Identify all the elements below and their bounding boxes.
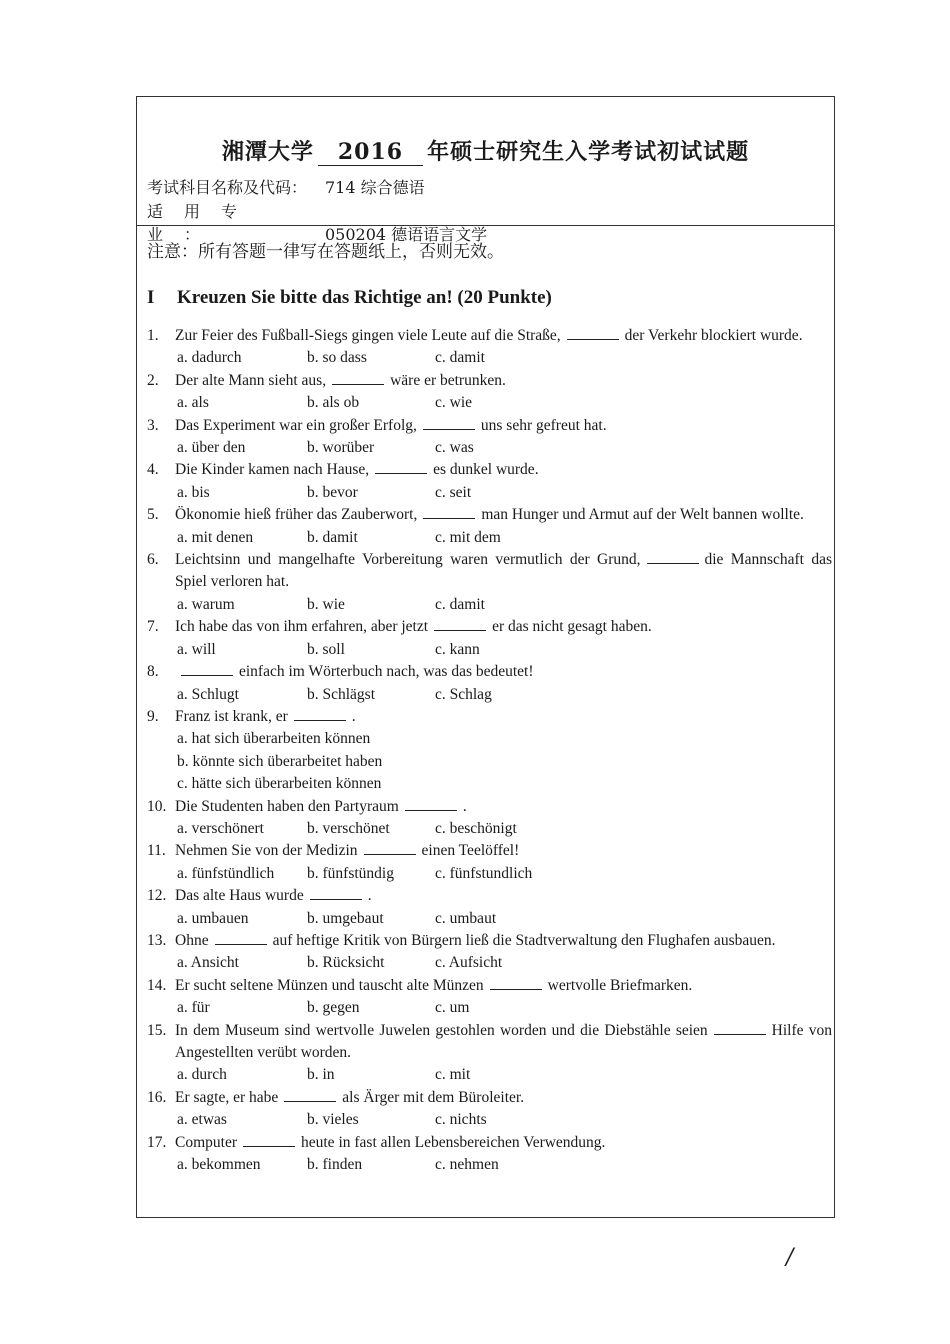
answer-options — [147, 997, 832, 1019]
question — [147, 1132, 832, 1154]
answer-options — [147, 1064, 832, 1086]
question-text — [175, 1087, 832, 1109]
answer-option: b. vieles — [307, 1111, 359, 1129]
question-text-before: Ich habe das von ihm erfahren, aber jetzt — [175, 618, 429, 636]
answer-option: b. verschönet — [307, 819, 390, 837]
answer-options — [147, 527, 832, 549]
question-text — [175, 930, 832, 952]
title-year: 2016 — [318, 139, 423, 166]
answer-option: c. um — [435, 999, 470, 1017]
question-text-before: In dem Museum sind wertvolle Juwelen gestohlen worden und die Diebstähle seien — [175, 1021, 708, 1039]
answer-blank — [423, 504, 475, 519]
answer-option: b. soll — [307, 640, 345, 658]
question-text-after: . — [462, 797, 467, 815]
answer-option: a. verschönert — [177, 819, 264, 837]
question-number: 15. — [147, 1021, 167, 1039]
question-text — [175, 796, 832, 818]
question-number: 11. — [147, 842, 166, 860]
question-text-after: wertvolle Briefmarken. — [547, 976, 693, 994]
answer-options — [147, 1109, 832, 1131]
question — [147, 549, 832, 594]
question-text-after: es dunkel wurde. — [433, 461, 539, 479]
question-number: 8. — [147, 663, 159, 681]
answer-options — [147, 908, 832, 930]
question-text-before: Der alte Mann sieht aus, — [175, 371, 327, 389]
answer-options — [147, 863, 832, 885]
answer-option: b. könnte sich überarbeitet haben — [177, 752, 383, 770]
answer-blank — [364, 840, 416, 855]
answer-option: c. mit dem — [435, 528, 501, 546]
section-heading — [147, 287, 552, 309]
answer-blank — [647, 549, 699, 564]
question — [147, 325, 832, 347]
answer-options — [147, 639, 832, 661]
title-suffix: 年硕士研究生入学考试初试试题 — [427, 139, 750, 165]
question-text-before: Computer — [175, 1133, 237, 1151]
answer-option: b. bevor — [307, 483, 358, 501]
answer-blank — [294, 706, 346, 721]
question-text-before: Nehmen Sie von der Medizin — [175, 842, 358, 860]
answer-option: b. Rücksicht — [307, 954, 385, 972]
answer-option: c. nehmen — [435, 1156, 499, 1174]
answer-option: c. was — [435, 439, 474, 457]
question-text — [175, 1020, 832, 1065]
question-text-before: Die Studenten haben den Partyraum — [175, 797, 399, 815]
question-number: 5. — [147, 506, 159, 524]
question — [147, 1087, 832, 1109]
question-text — [175, 549, 832, 594]
question-list — [147, 325, 832, 1176]
exam-frame — [136, 96, 835, 1218]
question — [147, 930, 832, 952]
question-text-before: Er sagte, er habe — [175, 1088, 279, 1106]
question-text-after: . — [351, 707, 356, 725]
question-number: 4. — [147, 461, 159, 479]
question-text — [175, 840, 832, 862]
page-mark: / — [786, 1245, 794, 1270]
answer-option: a. fünfstündlich — [177, 864, 275, 882]
question-text-before: Das Experiment war ein großer Erfolg, — [175, 416, 417, 434]
answer-option: b. finden — [307, 1156, 363, 1174]
question — [147, 840, 832, 862]
subject-line — [147, 175, 425, 198]
answer-option: c. kann — [435, 640, 480, 658]
major-value: 050204 德语语言文学 — [325, 225, 488, 244]
question-number: 10. — [147, 797, 167, 815]
answer-option: c. nichts — [435, 1111, 487, 1129]
question-number: 12. — [147, 887, 167, 905]
question-number: 1. — [147, 327, 159, 344]
answer-blank — [567, 325, 619, 340]
answer-blank — [434, 616, 486, 631]
major-label: 适用专业： — [147, 202, 259, 244]
answer-option: a. für — [177, 999, 210, 1017]
question-text-after: der Verkehr blockiert wurde. — [624, 327, 803, 344]
answer-option: c. mit — [435, 1066, 471, 1084]
answer-option: a. warum — [177, 595, 235, 613]
answer-options — [147, 952, 832, 974]
question-text — [175, 370, 832, 392]
answer-option: b. worüber — [307, 439, 375, 457]
answer-option: b. gegen — [307, 999, 360, 1017]
answer-option: a. über den — [177, 439, 246, 457]
answer-blank — [243, 1132, 295, 1147]
answer-option: c. beschönigt — [435, 819, 517, 837]
question-number: 7. — [147, 618, 159, 636]
answer-blank — [714, 1020, 766, 1035]
answer-option: a. mit denen — [177, 528, 254, 546]
answer-option: b. damit — [307, 528, 358, 546]
question — [147, 885, 832, 907]
answer-option: c. Aufsicht — [435, 954, 503, 972]
answer-blank — [332, 370, 384, 385]
question-text-after: heute in fast allen Lebensbereichen Verwendung. — [301, 1133, 606, 1151]
question — [147, 415, 832, 437]
question — [147, 796, 832, 818]
question-text-after: er das nicht gesagt haben. — [492, 618, 652, 636]
answer-option: a. dadurch — [177, 349, 242, 367]
answer-options — [147, 594, 832, 616]
answer-blank — [405, 796, 457, 811]
question-number: 3. — [147, 416, 159, 434]
question-text — [175, 975, 832, 997]
answer-option: c. wie — [435, 394, 473, 412]
question-text — [175, 706, 832, 728]
question-text-after: Hilfe von Angestellten verübt worden. — [175, 1021, 832, 1061]
answer-options — [147, 392, 832, 414]
question-text-before: Zur Feier des Fußball-Siegs gingen viele Leute auf die Straße, — [175, 327, 561, 344]
answer-option: c. umbaut — [435, 909, 497, 927]
exam-header — [137, 97, 834, 244]
answer-option: a. etwas — [177, 1111, 227, 1129]
question-number: 9. — [147, 707, 159, 725]
answer-blank — [215, 930, 267, 945]
section-number: I — [147, 287, 155, 308]
answer-blank — [310, 885, 362, 900]
question-text-after: uns sehr gefreut hat. — [480, 416, 607, 434]
question-text-after: die Mannschaft das Spiel verloren hat. — [175, 551, 833, 591]
question-text-after: man Hunger und Armut auf der Welt bannen wollte. — [481, 506, 804, 524]
question-text — [175, 661, 832, 683]
question — [147, 616, 832, 638]
subject-label: 考试科目名称及代码： — [147, 178, 308, 197]
section-title: Kreuzen Sie bitte das Richtige an! (20 Punkte) — [177, 287, 552, 308]
question-text — [175, 504, 832, 526]
answer-blank — [375, 459, 427, 474]
answer-option: a. Ansicht — [177, 954, 239, 972]
question-text — [175, 616, 832, 638]
question-text-after: einen Teelöffel! — [421, 842, 520, 860]
question-text-before: Franz ist krank, er — [175, 707, 288, 725]
question-number: 13. — [147, 931, 167, 949]
question-text — [175, 325, 832, 347]
question-text — [175, 415, 832, 437]
answer-option: b. so dass — [307, 349, 367, 367]
question-text — [175, 459, 832, 481]
answer-option: c. hätte sich überarbeiten können — [177, 775, 382, 793]
question-text-after: wäre er betrunken. — [390, 371, 506, 389]
answer-options — [147, 482, 832, 504]
answer-option: a. umbauen — [177, 909, 249, 927]
notice: 注意：所有答题一律写在答题纸上，否则无效。 — [147, 242, 504, 262]
title-university: 湘潭大学 — [221, 139, 314, 165]
question — [147, 975, 832, 997]
answer-option: a. als — [177, 394, 209, 412]
question-text-before: Ohne — [175, 931, 209, 949]
answer-option: c. damit — [435, 595, 485, 613]
question — [147, 661, 832, 683]
answer-option: b. Schlägst — [307, 685, 376, 703]
answer-options — [147, 818, 832, 840]
question-text-before: Das alte Haus wurde — [175, 887, 304, 905]
answer-option: b. als ob — [307, 394, 360, 412]
question — [147, 504, 832, 526]
question-text-before: Leichtsinn und mangelhafte Vorbereitung waren vermutlich der Grund, — [175, 551, 641, 569]
answer-option: b. fünfstündig — [307, 864, 394, 882]
answer-option: a. will — [177, 640, 216, 658]
answer-blank — [423, 415, 475, 430]
answer-options — [147, 1154, 832, 1176]
answer-option: a. hat sich überarbeiten können — [177, 730, 371, 748]
answer-option: b. umgebaut — [307, 909, 384, 927]
question-text-before: Ökonomie hieß früher das Zauberwort, — [175, 506, 418, 524]
answer-options — [147, 347, 832, 369]
answer-blank — [490, 975, 542, 990]
question-text-after: . — [367, 887, 372, 905]
question-number: 16. — [147, 1088, 167, 1106]
answer-blank — [284, 1087, 336, 1102]
answer-option: c. damit — [435, 349, 485, 367]
question — [147, 459, 832, 481]
question-text-after: als Ärger mit dem Büroleiter. — [342, 1088, 525, 1106]
subject-value: 714 综合德语 — [325, 178, 425, 197]
question-text-before: Er sucht seltene Münzen und tauscht alte Münzen — [175, 976, 484, 994]
answer-blank — [181, 661, 233, 676]
question — [147, 370, 832, 392]
answer-options — [147, 437, 832, 459]
question-text — [175, 1132, 832, 1154]
question-number: 2. — [147, 371, 159, 389]
answer-option: a. durch — [177, 1066, 227, 1084]
question-text — [175, 885, 832, 907]
question-text-after: auf heftige Kritik von Bürgern ließ die Stadtverwaltung den Flughafen ausbauen. — [272, 931, 776, 949]
answer-options — [147, 684, 832, 706]
answer-option: a. bekommen — [177, 1156, 261, 1174]
answer-option: b. wie — [307, 595, 345, 613]
exam-title — [137, 135, 834, 166]
question — [147, 706, 832, 728]
answer-option: c. Schlag — [435, 685, 492, 703]
answer-option: a. Schlugt — [177, 685, 239, 703]
question-text-after: einfach im Wörterbuch nach, was das bedeutet! — [239, 663, 534, 681]
question-number: 14. — [147, 976, 167, 994]
answer-option: c. seit — [435, 483, 472, 501]
question-number: 17. — [147, 1133, 167, 1151]
question — [147, 1020, 832, 1065]
question-text-before: Die Kinder kamen nach Hause, — [175, 461, 370, 479]
answer-option: b. in — [307, 1066, 335, 1084]
answer-option: c. fünfstundlich — [435, 864, 533, 882]
answer-option: a. bis — [177, 483, 210, 501]
question-number: 6. — [147, 551, 159, 569]
